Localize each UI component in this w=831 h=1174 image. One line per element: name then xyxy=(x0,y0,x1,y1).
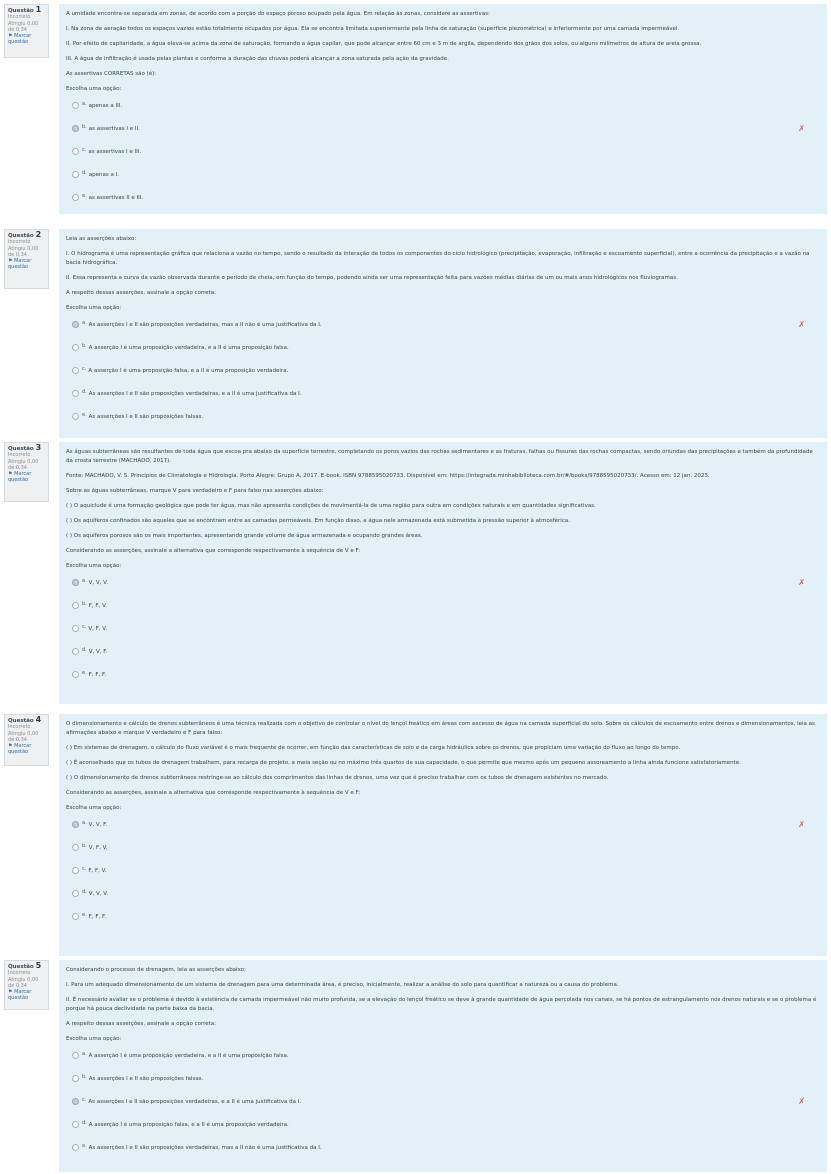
question-score: Atingiu 0,00 de 0,34 xyxy=(8,458,39,471)
radio-button[interactable] xyxy=(72,602,79,609)
option-text: F, F, F. xyxy=(88,671,107,678)
question-number-value: 3 xyxy=(35,443,42,452)
flag-label: Marcar questão xyxy=(8,33,32,46)
answer-option[interactable] xyxy=(66,382,821,405)
question-label: Questão xyxy=(8,964,34,970)
answer-option[interactable] xyxy=(66,1090,821,1113)
question-number xyxy=(8,445,45,452)
question-text: O dimensionamento e cálculo de drenos subterrâneos é uma técnica realizada com o objetivo de controlar o nível do lençol freático em áreas com excesso de água na camada superficial do solo. Sobre os cálculos de escoamento entre drenos e dimensionamentos, leia as afirmações abaixo e marque V verdadeiro e F para falso: xyxy=(66,721,815,736)
question-score: Atingiu 0,00 de 0,34 xyxy=(8,245,39,258)
answer-option[interactable] xyxy=(66,813,821,836)
option-text: as assertivas I e II. xyxy=(88,125,140,132)
question-content xyxy=(59,4,827,214)
answer-options xyxy=(66,313,821,428)
option-letter: c. xyxy=(82,865,87,872)
choose-label: Escolha uma opção: xyxy=(66,305,122,311)
flag-icon: ⚑ xyxy=(8,743,15,750)
flag-icon: ⚑ xyxy=(8,33,15,40)
option-text: As asserções I e II são proposições verdadeiras, mas a II não é uma justificativa da I. xyxy=(88,1144,322,1151)
option-text: A asserção I é uma proposição falsa, e a II é uma proposição verdadeira. xyxy=(88,367,289,374)
question-text: As assertivas CORRETAS são (é): xyxy=(66,71,157,77)
answer-option[interactable] xyxy=(66,836,821,859)
incorrect-icon: ✗ xyxy=(798,1096,805,1106)
option-letter: a. xyxy=(82,1050,87,1057)
radio-button[interactable] xyxy=(72,321,79,328)
option-text: A asserção I é uma proposição falsa, e a II é uma proposição verdadeira. xyxy=(88,1121,289,1128)
question-content xyxy=(59,960,827,1172)
answer-options xyxy=(66,571,821,686)
radio-button[interactable] xyxy=(72,367,79,374)
question-content xyxy=(59,714,827,956)
question-3 xyxy=(0,442,831,704)
radio-button[interactable] xyxy=(72,844,79,851)
question-text: Fonte: MACHADO, V. S. Princípios de Climatologia e Hidrologia. Porto Alegre: Grupo A, 2017. E-book. ISBN 9788595020733. Disponível em: https://integrada.minhabiblioteca.com.br/#/books/9788595020733/. Acesso em: 12 jan. 2023. xyxy=(66,473,710,479)
question-text: Sobre as águas subterrâneas, marque V para verdadeiro e F para falso nas asserções abaixo: xyxy=(66,488,324,494)
option-text: F, F, V. xyxy=(88,867,107,874)
question-number-value: 4 xyxy=(35,715,42,724)
option-text: V, V, F. xyxy=(88,821,108,828)
radio-button[interactable] xyxy=(72,390,79,397)
radio-button[interactable] xyxy=(72,1121,79,1128)
radio-button[interactable] xyxy=(72,821,79,828)
option-text: As asserções I e II são proposições falsas. xyxy=(88,1075,204,1082)
option-letter: a. xyxy=(82,100,87,107)
question-number xyxy=(8,7,45,14)
answer-option[interactable] xyxy=(66,405,821,428)
question-number xyxy=(8,963,45,970)
option-letter: a. xyxy=(82,819,87,826)
question-label: Questão xyxy=(8,8,34,14)
option-text: as assertivas I e III. xyxy=(88,148,142,155)
question-score: Atingiu 0,00 de 0,34 xyxy=(8,20,39,33)
question-text: Considerando o processo de drenagem, leia as asserções abaixo: xyxy=(66,967,246,973)
option-letter: a. xyxy=(82,577,87,584)
answer-option[interactable] xyxy=(66,163,821,186)
question-content xyxy=(59,442,827,704)
answer-option[interactable] xyxy=(66,663,821,686)
question-status: Incorreto xyxy=(8,239,31,246)
answer-option[interactable] xyxy=(66,1136,821,1159)
incorrect-icon: ✗ xyxy=(798,123,805,133)
option-letter: a. xyxy=(82,319,87,326)
radio-button[interactable] xyxy=(72,171,79,178)
option-letter: b. xyxy=(82,600,87,607)
question-text: ( ) O aquiclude é uma formação geológica que pode ter água, mas não apresenta condições de movimentá-la de uma região para outra em condições naturais e em quantidades significativas. xyxy=(66,503,596,509)
option-letter: e. xyxy=(82,669,87,676)
option-text: V, F, V. xyxy=(88,625,108,632)
flag-question-link[interactable] xyxy=(8,258,45,271)
answer-options xyxy=(66,94,821,209)
flag-icon: ⚑ xyxy=(8,989,15,996)
question-4 xyxy=(0,714,831,956)
answer-option[interactable] xyxy=(66,313,821,336)
question-score: Atingiu 0,00 de 0,34 xyxy=(8,976,39,989)
radio-button[interactable] xyxy=(72,890,79,897)
answer-option[interactable] xyxy=(66,594,821,617)
answer-option[interactable] xyxy=(66,640,821,663)
option-letter: e. xyxy=(82,411,87,418)
flag-question-link[interactable] xyxy=(8,471,45,484)
option-letter: e. xyxy=(82,911,87,918)
question-text: ( ) Em sistemas de drenagem, o cálculo do fluxo variável é o mais frequente de ocorrer, em função das características de solo e da carga hidráulica sobre os drenos, que propiciam uma variação do fluxo ao longo do tempo. xyxy=(66,745,681,751)
option-text: V, F, V. xyxy=(88,844,108,851)
option-text: As asserções I e II são proposições falsas. xyxy=(88,413,204,420)
radio-button[interactable] xyxy=(72,1144,79,1151)
radio-button[interactable] xyxy=(72,125,79,132)
radio-button[interactable] xyxy=(72,913,79,920)
option-text: as assertivas II e III. xyxy=(88,194,144,201)
radio-button[interactable] xyxy=(72,867,79,874)
question-score: Atingiu 0,00 de 0,34 xyxy=(8,730,39,743)
answer-option[interactable] xyxy=(66,94,821,117)
option-text: V, V, V. xyxy=(88,579,108,586)
answer-option[interactable] xyxy=(66,1044,821,1067)
question-text: A umidade encontra-se separada em zonas, de acordo com a porção do espaço poroso ocupado pela água. Em relação às zonas, considere as assertivas: xyxy=(66,11,490,17)
radio-button[interactable] xyxy=(72,1098,79,1105)
flag-question-link[interactable] xyxy=(8,743,45,756)
radio-button[interactable] xyxy=(72,194,79,201)
option-letter: c. xyxy=(82,1096,87,1103)
question-label: Questão xyxy=(8,718,34,724)
question-number-value: 5 xyxy=(35,961,42,970)
answer-option[interactable] xyxy=(66,117,821,140)
question-5 xyxy=(0,960,831,1172)
question-text: II. Essa representa a curva da vazão observada durante o período de cheia, em função do tempo, podendo ainda ser uma representação feita para vazões médias diárias de um ou mais anos hidrológicos nos fluviogramas. xyxy=(66,275,678,281)
option-letter: b. xyxy=(82,842,87,849)
answer-option[interactable] xyxy=(66,882,821,905)
flag-label: Marcar questão xyxy=(8,471,32,484)
question-status: Incorreto xyxy=(8,452,31,459)
answer-option[interactable] xyxy=(66,336,821,359)
choose-label: Escolha uma opção: xyxy=(66,1036,122,1042)
option-text: A asserção I é uma proposição verdadeira, e a II é uma proposição falsa. xyxy=(88,344,289,351)
answer-option[interactable] xyxy=(66,571,821,594)
option-letter: b. xyxy=(82,1073,87,1080)
answer-options xyxy=(66,1044,821,1159)
answer-option[interactable] xyxy=(66,905,821,928)
radio-button[interactable] xyxy=(72,625,79,632)
question-text: II. É necessário avaliar se o problema é devido à existência de camada impermeável não muito profunda, se a elevação do lençol freático se deve à grande quantidade de água percolada nos canais, se há pontos de estrangulamento nos drenos naturais e se o problema é porque há pouca declividade na parte baixa da bacia. xyxy=(66,997,817,1012)
question-text: III. A água de infiltração é usada pelas plantas e conforme a duração das chuvas poderá alcançar a zona saturada pela ação da gravidade. xyxy=(66,56,449,62)
radio-button[interactable] xyxy=(72,344,79,351)
option-letter: e. xyxy=(82,192,87,199)
option-letter: b. xyxy=(82,123,87,130)
option-letter: d. xyxy=(82,1119,87,1126)
option-text: As asserções I e II são proposições verdadeiras, mas a II não é uma justificativa da I. xyxy=(88,321,322,328)
option-letter: b. xyxy=(82,342,87,349)
option-letter: d. xyxy=(82,646,87,653)
option-text: apenas a III. xyxy=(88,102,123,109)
question-text: I. Para um adequado dimensionamento de um sistema de drenagem para uma determinada área, é preciso, inicialmente, realizar a análise do solo para quantificar a natureza ou a causa do problema. xyxy=(66,982,619,988)
question-status: Incorreto xyxy=(8,724,31,731)
radio-button[interactable] xyxy=(72,413,79,420)
radio-button[interactable] xyxy=(72,148,79,155)
question-2 xyxy=(0,229,831,438)
question-text: Considerando as asserções, assinale a alternativa que corresponde respectivamente à sequência de V e F: xyxy=(66,790,361,796)
answer-option[interactable] xyxy=(66,617,821,640)
question-content xyxy=(59,229,827,438)
question-number-value: 2 xyxy=(35,230,42,239)
question-text: ( ) É aconselhado que os tubos de drenagem trabalhem, para recarga de projeto, a meia seção ou no máximo três quartos de sua capacidade, o que permite que mesmo após um pequeno assoreamento a linha ainda funcione satisfatoriamente. xyxy=(66,760,741,766)
option-letter: d. xyxy=(82,888,87,895)
question-text: I. Na zona de aeração todos os espaços vazios estão totalmente ocupados por água. Ela se encontra limitada superiormente pela linha de saturação (superfície piezométrica) e inferiormente por uma camada impermeável. xyxy=(66,26,680,32)
incorrect-icon: ✗ xyxy=(798,577,805,587)
flag-icon: ⚑ xyxy=(8,471,15,478)
question-status: Incorreto xyxy=(8,970,31,977)
question-number xyxy=(8,717,45,724)
question-number-value: 1 xyxy=(35,5,42,14)
flag-question-link[interactable] xyxy=(8,989,45,1002)
option-letter: c. xyxy=(82,146,87,153)
option-letter: c. xyxy=(82,623,87,630)
question-text: II. Por efeito de capilaridade, a água eleva-se acima da zona de saturação, formando a água capilar, que pode alcançar entre 60 cm e 3 m de argila, dependendo dos grãos dos solos, ou alguns milímetros de altura de areia grossa. xyxy=(66,41,702,47)
radio-button[interactable] xyxy=(72,1075,79,1082)
question-status: Incorreto xyxy=(8,14,31,21)
option-text: A asserção I é uma proposição verdadeira, e a II é uma proposição falsa. xyxy=(88,1052,289,1059)
question-text: Considerando as asserções, assinale a alternativa que corresponde respectivamente à sequência de V e F: xyxy=(66,548,361,554)
question-text: ( ) Os aquíferos porosos são os mais importantes, apresentando grande volume de água armazenada e ocupando grandes áreas. xyxy=(66,533,423,539)
question-text: Leia as asserções abaixo: xyxy=(66,236,137,242)
question-label: Questão xyxy=(8,233,34,239)
question-info xyxy=(4,960,49,1010)
question-text: I. O hidrograma é uma representação gráfica que relaciona a vazão no tempo, sendo o resultado da interação de todos os componentes do ciclo hidrológico (precipitação, evaporação, infiltração e escoamento superficial), entre a ocorrência da precipitação e a vazão na bacia hidrográfica. xyxy=(66,251,810,266)
option-text: V, V, F. xyxy=(88,648,108,655)
flag-label: Marcar questão xyxy=(8,258,32,271)
option-text: V, V, V. xyxy=(88,890,109,897)
flag-icon: ⚑ xyxy=(8,258,15,265)
answer-option[interactable] xyxy=(66,186,821,209)
question-text: A respeito dessas asserções, assinale a opção correta: xyxy=(66,290,217,296)
question-text: As águas subterrâneas são resultantes de toda água que escoa pra abaixo da superfície terrestre, completando os poros vazios das rochas sedimentares e as fraturas, falhas ou fissuras das rochas compactas, sendo oriundas das precipitações e também da profundidade da crosta terrestre (MACHADO, 2017). xyxy=(66,449,813,464)
question-info xyxy=(4,442,49,502)
question-info xyxy=(4,4,49,58)
question-label: Questão xyxy=(8,446,34,452)
flag-label: Marcar questão xyxy=(8,743,32,756)
incorrect-icon: ✗ xyxy=(798,819,805,829)
answer-option[interactable] xyxy=(66,140,821,163)
answer-options xyxy=(66,813,821,928)
option-letter: c. xyxy=(82,365,87,372)
question-number xyxy=(8,232,45,239)
question-text: A respeito dessas asserções, assinale a opção correta: xyxy=(66,1021,217,1027)
option-text: apenas a I. xyxy=(88,171,119,178)
flag-question-link[interactable] xyxy=(8,33,45,46)
radio-button[interactable] xyxy=(72,102,79,109)
question-info xyxy=(4,714,49,766)
answer-option[interactable] xyxy=(66,1113,821,1136)
radio-button[interactable] xyxy=(72,671,79,678)
question-1 xyxy=(0,4,831,214)
answer-option[interactable] xyxy=(66,359,821,382)
answer-option[interactable] xyxy=(66,859,821,882)
radio-button[interactable] xyxy=(72,648,79,655)
question-text: ( ) Os aquíferos confinados são aqueles que se encontram entre as camadas permeáveis. Em função disso, a água nele armazenada está submetida à pressão superior à atmosférica. xyxy=(66,518,570,524)
flag-label: Marcar questão xyxy=(8,989,32,1002)
choose-label: Escolha uma opção: xyxy=(66,86,122,92)
choose-label: Escolha uma opção: xyxy=(66,805,122,811)
radio-button[interactable] xyxy=(72,579,79,586)
option-text: F, F, F. xyxy=(88,913,107,920)
question-text: ( ) O dimensionamento de drenos subterrâneos restringe-se ao cálculo dos comprimentos das linhas de drenos, uma vez que é preciso trabalhar com os tubos de drenagem existentes no mercado. xyxy=(66,775,609,781)
option-text: F, F, V. xyxy=(88,602,107,609)
radio-button[interactable] xyxy=(72,1052,79,1059)
option-letter: d. xyxy=(82,388,87,395)
option-text: As asserções I e II são proposições verdadeiras, e a II é uma justificativa da I. xyxy=(88,1098,302,1105)
option-text: As asserções I e II são proposições verdadeiras, e a II é uma justificativa da I. xyxy=(88,390,302,397)
question-info xyxy=(4,229,49,289)
option-letter: e. xyxy=(82,1142,87,1149)
incorrect-icon: ✗ xyxy=(798,319,805,329)
answer-option[interactable] xyxy=(66,1067,821,1090)
choose-label: Escolha uma opção: xyxy=(66,563,122,569)
option-letter: d. xyxy=(82,169,87,176)
